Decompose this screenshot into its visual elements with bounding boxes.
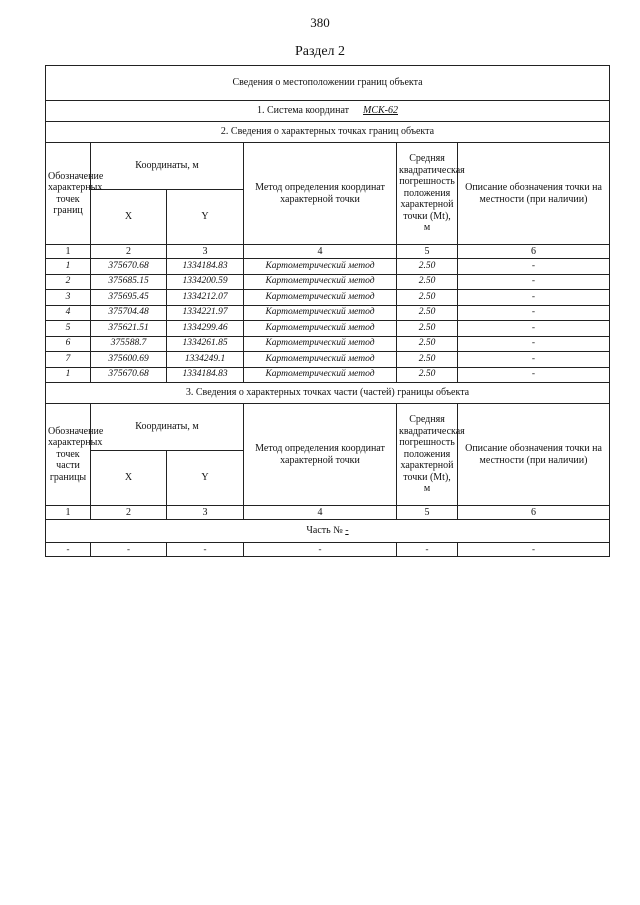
col-num: 2	[91, 245, 167, 259]
method-cell: Картометрический метод	[244, 352, 397, 368]
section-title: Раздел 2	[294, 44, 346, 59]
description-cell: -	[458, 367, 610, 383]
col-x-header: X	[91, 190, 167, 245]
description-cell: -	[458, 259, 610, 275]
section2-title: 2. Сведения о характерных точках границ объекта	[46, 122, 610, 143]
y-cell: 1334249.1	[167, 352, 244, 368]
x-cell: 375588.7	[91, 336, 167, 352]
col-x-header: X	[91, 451, 167, 506]
table-row	[46, 305, 610, 321]
table-title: Сведения о местоположении границ объекта	[46, 66, 610, 101]
col-accuracy-header: Средняя квадратическая погрешность положения характерной точки (Mt), м	[397, 143, 458, 245]
x-cell: 375600.69	[91, 352, 167, 368]
point-cell: 1	[46, 259, 91, 275]
dash-cell: -	[458, 543, 610, 557]
col-num: 4	[244, 506, 397, 520]
y-cell: 1334261.85	[167, 336, 244, 352]
col-num: 6	[458, 245, 610, 259]
section3-title: 3. Сведения о характерных точках части (частей) границы объекта	[46, 383, 610, 404]
col-y-header: Y	[167, 190, 244, 245]
col-num: 4	[244, 245, 397, 259]
accuracy-cell: 2.50	[397, 305, 458, 321]
description-cell: -	[458, 305, 610, 321]
y-cell: 1334212.07	[167, 290, 244, 306]
coord-system-value: МСК-62	[363, 105, 398, 117]
accuracy-cell: 2.50	[397, 336, 458, 352]
accuracy-cell: 2.50	[397, 259, 458, 275]
x-cell: 375685.15	[91, 274, 167, 290]
x-cell: 375670.68	[91, 367, 167, 383]
y-cell: 1334299.46	[167, 321, 244, 337]
description-cell: -	[458, 352, 610, 368]
col-point-header: Обозначение характерных точек части границы	[46, 404, 91, 506]
accuracy-cell: 2.50	[397, 274, 458, 290]
point-cell: 6	[46, 336, 91, 352]
col-num: 3	[167, 245, 244, 259]
col-method-header: Метод определения координат характерной точки	[244, 404, 397, 506]
method-cell: Картометрический метод	[244, 274, 397, 290]
x-cell: 375695.45	[91, 290, 167, 306]
col-method-header: Метод определения координат характерной точки	[244, 143, 397, 245]
method-cell: Картометрический метод	[244, 259, 397, 275]
col-num: 6	[458, 506, 610, 520]
method-cell: Картометрический метод	[244, 321, 397, 337]
coord-system-row	[46, 101, 610, 122]
method-cell: Картометрический метод	[244, 290, 397, 306]
accuracy-cell: 2.50	[397, 321, 458, 337]
dash-cell: -	[46, 543, 91, 557]
part-value: -	[345, 525, 349, 537]
col-coords-header: Координаты, м	[91, 404, 244, 451]
table-row	[46, 259, 610, 275]
col-num: 5	[397, 245, 458, 259]
point-cell: 4	[46, 305, 91, 321]
point-cell: 7	[46, 352, 91, 368]
description-cell: -	[458, 336, 610, 352]
x-cell: 375670.68	[91, 259, 167, 275]
table-row	[46, 274, 610, 290]
part-label: Часть №	[306, 525, 343, 537]
table-row	[46, 352, 610, 368]
method-cell: Картометрический метод	[244, 305, 397, 321]
table-row	[46, 321, 610, 337]
accuracy-cell: 2.50	[397, 290, 458, 306]
table-row	[46, 543, 610, 557]
point-cell: 5	[46, 321, 91, 337]
col-num: 3	[167, 506, 244, 520]
col-num: 5	[397, 506, 458, 520]
col-coords-header: Координаты, м	[91, 143, 244, 190]
accuracy-cell: 2.50	[397, 367, 458, 383]
point-cell: 3	[46, 290, 91, 306]
col-num: 1	[46, 245, 91, 259]
col-num: 2	[91, 506, 167, 520]
column-numbers-row	[46, 506, 610, 520]
dash-cell: -	[244, 543, 397, 557]
col-description-header: Описание обозначения точки на местности (при наличии)	[458, 404, 610, 506]
y-cell: 1334184.83	[167, 259, 244, 275]
dash-cell: -	[397, 543, 458, 557]
description-cell: -	[458, 290, 610, 306]
coord-system-label: 1. Система координат	[256, 105, 350, 117]
method-cell: Картометрический метод	[244, 367, 397, 383]
y-cell: 1334184.83	[167, 367, 244, 383]
x-cell: 375621.51	[91, 321, 167, 337]
point-cell: 1	[46, 367, 91, 383]
col-accuracy-header: Средняя квадратическая погрешность положения характерной точки (Mt), м	[397, 404, 458, 506]
table-row	[46, 336, 610, 352]
page-number: 380	[310, 15, 330, 30]
y-cell: 1334200.59	[167, 274, 244, 290]
table-row	[46, 290, 610, 306]
y-cell: 1334221.97	[167, 305, 244, 321]
part-row	[46, 520, 610, 543]
column-numbers-row	[46, 245, 610, 259]
col-y-header: Y	[167, 451, 244, 506]
col-point-header: Обозначение характерных точек границ	[46, 143, 91, 245]
col-num: 1	[46, 506, 91, 520]
dash-cell: -	[91, 543, 167, 557]
boundary-table	[45, 65, 610, 557]
x-cell: 375704.48	[91, 305, 167, 321]
accuracy-cell: 2.50	[397, 352, 458, 368]
description-cell: -	[458, 321, 610, 337]
table-row	[46, 367, 610, 383]
description-cell: -	[458, 274, 610, 290]
dash-cell: -	[167, 543, 244, 557]
col-description-header: Описание обозначения точки на местности (при наличии)	[458, 143, 610, 245]
method-cell: Картометрический метод	[244, 336, 397, 352]
point-cell: 2	[46, 274, 91, 290]
